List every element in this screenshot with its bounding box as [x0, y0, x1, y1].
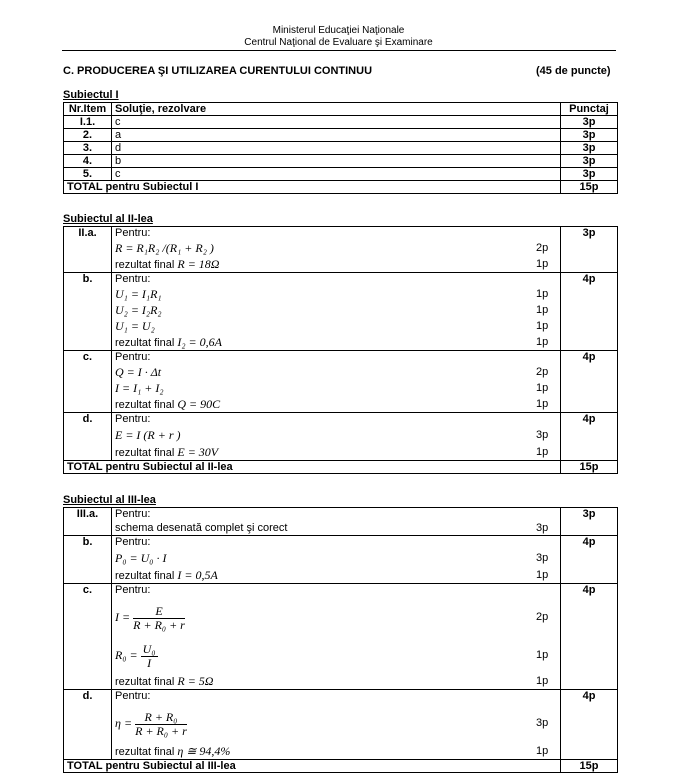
item-number: c. [64, 351, 112, 413]
col-points-header: Punctaj [561, 103, 618, 116]
item-number: d. [64, 413, 112, 461]
numerator: R + R₀ [135, 711, 187, 725]
center-name: Centrul Naţional de Evaluare şi Examinare [244, 37, 433, 48]
item-number: II.a. [64, 227, 112, 273]
ministry-name: Ministerul Educaţiei Naţionale [272, 25, 405, 36]
numerator: E [133, 605, 185, 619]
partial-points: 1p [536, 745, 549, 757]
final-result-value: I₂ = 0,6A [177, 335, 222, 349]
table-row [64, 536, 618, 584]
points: 4p [561, 584, 618, 690]
col-solution-header: Soluţie, rezolvare [112, 103, 561, 116]
s1-table [63, 102, 618, 194]
table-row [64, 227, 618, 273]
pentru-label: Pentru: [115, 413, 151, 425]
formula: U₁ = I₁R₁ [115, 287, 162, 301]
pentru-label: Pentru: [115, 273, 151, 285]
table-row [64, 168, 618, 181]
solution: c [112, 168, 561, 181]
formula-lhs: R₀ = [115, 648, 138, 662]
item-number: 4. [64, 155, 112, 168]
points: 3p [561, 142, 618, 155]
partial-points: 3p [536, 429, 549, 441]
final-result-value: I = 0,5A [177, 568, 218, 582]
solution: d [112, 142, 561, 155]
table-header-row [64, 103, 618, 116]
total-label: TOTAL pentru Subiectul al III-lea [64, 760, 561, 773]
table-row [64, 129, 618, 142]
points: 3p [561, 155, 618, 168]
table-row [64, 155, 618, 168]
final-result-label: rezultat final [115, 746, 175, 758]
points: 4p [561, 690, 618, 760]
item-number: III.a. [64, 508, 112, 536]
numerator: U₀ [142, 641, 156, 656]
total-label: TOTAL pentru Subiectul I [64, 181, 561, 194]
pentru-label: Pentru: [115, 508, 151, 520]
final-result-label: rezultat final [115, 259, 175, 271]
partial-points: 2p [536, 611, 549, 623]
table-row [64, 508, 618, 536]
partial-points: 1p [536, 320, 549, 332]
points: 4p [561, 536, 618, 584]
total-label: TOTAL pentru Subiectul al II-lea [64, 461, 561, 474]
formula: R = R₁R₂ /(R₁ + R₂ ) [115, 241, 214, 255]
total-row [64, 181, 618, 194]
final-result-value: E = 30V [177, 445, 219, 459]
final-result-value: η ≅ 94,4% [177, 744, 231, 758]
table-row [64, 142, 618, 155]
partial-points: 1p [536, 569, 549, 581]
denominator: R + R₀ + r [133, 617, 185, 632]
partial-points: 1p [536, 304, 549, 316]
total-points: 15p [561, 181, 618, 194]
partial-points: 1p [536, 382, 549, 394]
header-rule [62, 50, 616, 51]
solution: a [112, 129, 561, 142]
denominator: R + R₀ + r [135, 723, 187, 738]
partial-points: 3p [536, 717, 549, 729]
final-result-label: rezultat final [115, 399, 175, 411]
partial-points: 3p [536, 522, 549, 534]
partial-points: 3p [536, 552, 549, 564]
item-number: 2. [64, 129, 112, 142]
solution: b [112, 155, 561, 168]
points: 4p [561, 273, 618, 351]
pentru-label: Pentru: [115, 227, 151, 239]
partial-points: 1p [536, 649, 549, 661]
final-result-value: R = 18Ω [177, 257, 220, 271]
s1-title: Subiectul I [63, 89, 119, 101]
pentru-label: Pentru: [115, 351, 151, 363]
pentru-label: Pentru: [115, 690, 151, 702]
table-row [64, 413, 618, 461]
formula-lhs: I = [115, 610, 131, 624]
points: 3p [561, 168, 618, 181]
s2-table [63, 226, 618, 474]
table-row [64, 584, 618, 690]
partial-points: 1p [536, 398, 549, 410]
points: 3p [561, 116, 618, 129]
criterion: schema desenată complet şi corect [115, 522, 288, 534]
item-number: I.1. [64, 116, 112, 129]
item-number: c. [64, 584, 112, 690]
final-result-value: R = 5Ω [177, 674, 214, 688]
points: 3p [561, 227, 618, 273]
total-points: 15p [561, 760, 618, 773]
partial-points: 2p [536, 242, 549, 254]
partial-points: 1p [536, 336, 549, 348]
partial-points: 2p [536, 366, 549, 378]
formula-lhs: η = [115, 716, 133, 730]
total-points: 15p [561, 461, 618, 474]
formula: U₂ = I₂R₂ [115, 303, 162, 317]
section-title: C. PRODUCEREA ŞI UTILIZAREA CURENTULUI CONTINUU [63, 65, 373, 77]
pentru-label: Pentru: [115, 584, 151, 596]
formula: I = I₁ + I₂ [115, 381, 164, 395]
formula: P₀ = U₀ · I [115, 551, 167, 565]
fraction [141, 643, 158, 670]
table-row [64, 273, 618, 351]
points: 3p [561, 508, 618, 536]
formula: Q = I · Δt [115, 365, 162, 379]
final-result-label: rezultat final [115, 447, 175, 459]
partial-points: 1p [536, 446, 549, 458]
fraction [135, 711, 187, 738]
formula: E = I (R + r ) [115, 428, 181, 442]
points: 4p [561, 413, 618, 461]
final-result-label: rezultat final [115, 337, 175, 349]
partial-points: 1p [536, 258, 549, 270]
s3-table [63, 507, 618, 773]
solution: c [112, 116, 561, 129]
item-number: b. [64, 273, 112, 351]
table-row [64, 690, 618, 760]
total-row [64, 760, 618, 773]
final-result-label: rezultat final [115, 676, 175, 688]
col-item-header: Nr.Item [64, 103, 112, 116]
table-row [64, 116, 618, 129]
final-result-value: Q = 90C [177, 397, 221, 411]
item-number: 5. [64, 168, 112, 181]
s2-title: Subiectul al II-lea [63, 213, 153, 225]
table-row [64, 351, 618, 413]
total-row [64, 461, 618, 474]
denominator: I [147, 655, 152, 670]
pentru-label: Pentru: [115, 536, 151, 548]
section-points: (45 de puncte) [536, 65, 611, 77]
final-result-label: rezultat final [115, 570, 175, 582]
item-number: b. [64, 536, 112, 584]
s3-title: Subiectul al III-lea [63, 494, 156, 506]
item-number: 3. [64, 142, 112, 155]
points: 4p [561, 351, 618, 413]
formula: U₁ = U₂ [115, 319, 155, 333]
partial-points: 1p [536, 675, 549, 687]
partial-points: 1p [536, 288, 549, 300]
item-number: d. [64, 690, 112, 760]
points: 3p [561, 129, 618, 142]
fraction [133, 605, 185, 632]
